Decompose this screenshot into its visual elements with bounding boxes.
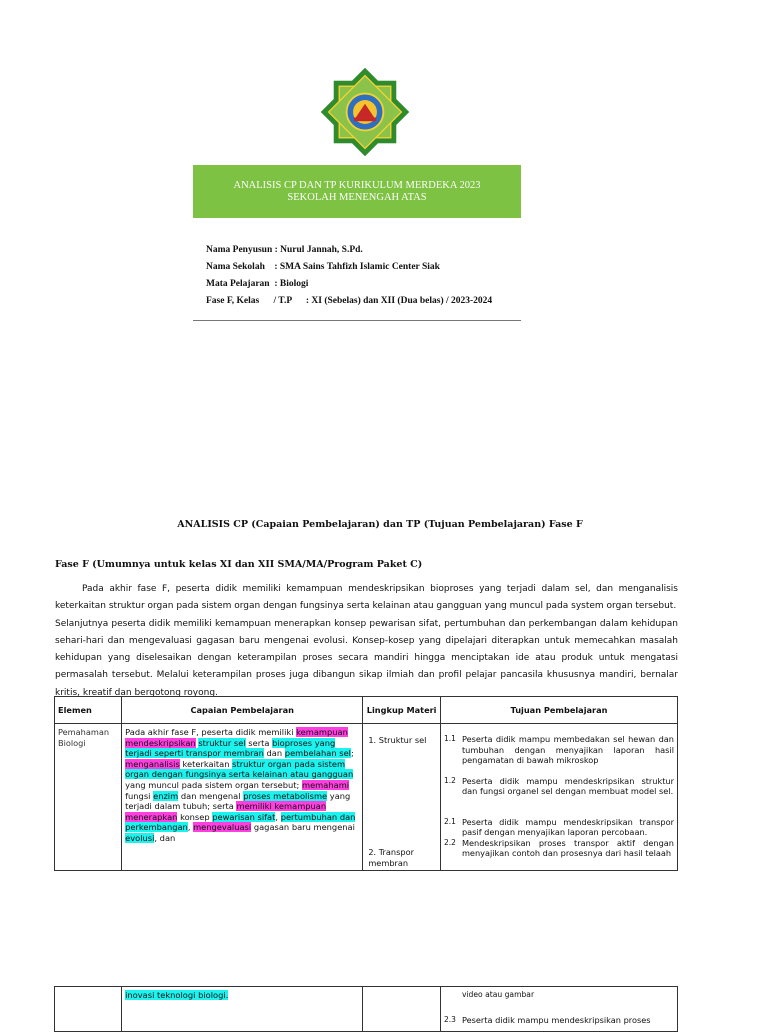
cp-text: , bbox=[187, 822, 194, 833]
cp-highlight: evolusi bbox=[125, 832, 155, 843]
header-tujuan: Tujuan Pembelajaran bbox=[440, 697, 677, 724]
tp-item bbox=[444, 734, 674, 766]
capaian-text bbox=[125, 727, 359, 867]
cp-highlight: struktur sel bbox=[198, 737, 246, 748]
cp-highlight: kemampuan mendeskripsikan bbox=[125, 727, 348, 748]
cp-text: gagasan baru mengenai bbox=[251, 822, 355, 833]
cell-elemen-cont bbox=[55, 987, 122, 1032]
cp-highlight: inovasi teknologi biologi. bbox=[125, 990, 229, 1000]
cp-highlight: bioproses yang terjadi seperti transpor membran bbox=[125, 737, 336, 759]
tujuan-list-cont bbox=[444, 990, 674, 1028]
capaian-text-cont bbox=[125, 990, 359, 1028]
banner-line-1: ANALISIS CP DAN TP KURIKULUM MERDEKA 2023 bbox=[233, 179, 481, 191]
tp-text: Peserta didik mampu mendeskripsikan transpor pasif dengan menyajikan laporan percobaan. bbox=[461, 816, 674, 837]
cp-text: dan mengenal bbox=[178, 790, 244, 801]
header-elemen: Elemen bbox=[55, 697, 122, 724]
tp-number: 2.1 bbox=[443, 816, 456, 826]
lingkup-item: 1. Struktur sel bbox=[368, 735, 427, 745]
intro-paragraph-1: Pada akhir fase F, peserta didik memiliki kemampuan mendeskripsikan bioproses yang terjadi dalam sel, dan menganalisis keterkaitan struktur organ pada sistem organ dengan fungsinya serta kelainan atau gangguan yang muncul pada system organ tersebut. bbox=[55, 584, 678, 612]
cell-capaian-cont bbox=[122, 987, 363, 1032]
tp-text: Mendeskripsikan proses transpor aktif dengan menyajikan contoh dan prosesnya dari hasil telaah bbox=[461, 837, 674, 858]
cp-highlight: enzim bbox=[153, 790, 179, 801]
table-row bbox=[55, 987, 678, 1032]
lingkup-item: 2. Transpor membran bbox=[368, 847, 414, 867]
info-author: Nama Penyusun : Nurul Jannah, S.Pd. bbox=[206, 245, 363, 255]
cp-text: yang terjadi dalam tubuh; serta bbox=[125, 790, 351, 812]
cell-lingkup-cont bbox=[363, 987, 441, 1032]
tp-number: 2.3 bbox=[443, 1014, 456, 1024]
cp-text: fungsi bbox=[125, 790, 154, 801]
tp-number: 2.2 bbox=[443, 837, 456, 847]
table-row bbox=[55, 724, 678, 871]
tp-number: 1.2 bbox=[443, 775, 456, 785]
phase-heading: Fase F (Umumnya untuk kelas XI dan XII SMA/MA/Program Paket C) bbox=[55, 559, 423, 570]
cp-text: keterkaitan bbox=[179, 758, 233, 769]
tp-text: Peserta didik mampu membedakan sel hewan dan tumbuhan dengan menyajikan laporan hasil pengamatan di bawah mikroskop bbox=[461, 734, 674, 765]
author-info bbox=[206, 242, 526, 310]
info-subject: Mata Pelajaran : Biologi bbox=[206, 279, 309, 289]
tp-number: 1.1 bbox=[443, 734, 456, 743]
cell-tujuan-cont bbox=[440, 987, 677, 1032]
cp-text: dan bbox=[263, 748, 285, 759]
cp-text: , bbox=[275, 811, 281, 822]
cp-highlight: pewarisan sifat bbox=[212, 811, 276, 822]
tp-item bbox=[444, 838, 674, 859]
cp-highlight: proses metabolisme bbox=[243, 790, 328, 801]
banner-line-2: SEKOLAH MENENGAH ATAS bbox=[287, 191, 427, 203]
cp-text: Pada akhir fase F, peserta didik memiliki bbox=[125, 727, 294, 737]
table-header-row bbox=[55, 697, 678, 724]
intro-text bbox=[55, 581, 678, 702]
cell-tujuan bbox=[440, 724, 677, 871]
cp-highlight: pembelahan sel bbox=[284, 748, 351, 759]
school-logo-icon bbox=[319, 66, 411, 158]
document-title: ANALISIS CP (Capaian Pembelajaran) dan TP (Tujuan Pembelajaran) Fase F bbox=[177, 519, 583, 530]
tp-text: Peserta didik mampu mendeskripsikan proses bbox=[461, 1014, 651, 1025]
cp-tp-table-continued bbox=[54, 986, 678, 1032]
cp-highlight: mengevaluasi bbox=[193, 822, 252, 833]
tp-text: Peserta didik mampu mendeskripsikan struktur dan fungsi organel sel dengan membuat model sel. bbox=[461, 775, 674, 796]
cp-highlight: memahami bbox=[302, 779, 350, 790]
cp-tp-table bbox=[54, 696, 678, 871]
cp-highlight: memiliki kemampuan menerapkan bbox=[125, 801, 327, 822]
cp-text: konsep bbox=[177, 811, 213, 822]
title-banner bbox=[193, 165, 521, 218]
tp-item bbox=[444, 776, 674, 797]
lingkup-list bbox=[366, 727, 437, 867]
tp-item bbox=[444, 817, 674, 838]
cp-text: ; bbox=[350, 748, 354, 759]
cell-lingkup bbox=[363, 724, 441, 871]
cp-text: yang muncul pada sistem organ tersebut; bbox=[125, 779, 302, 790]
info-school: Nama Sekolah : SMA Sains Tahfizh Islamic Center Siak bbox=[206, 262, 440, 272]
cell-capaian bbox=[122, 724, 363, 871]
tp-item bbox=[444, 1015, 674, 1026]
cp-text: serta bbox=[245, 737, 273, 748]
info-phase: Fase F, Kelas / T.P : XI (Sebelas) dan XII (Dua belas) / 2023-2024 bbox=[206, 296, 493, 306]
header-lingkup: Lingkup Materi bbox=[363, 697, 441, 724]
tp-text-cont: video atau gambar bbox=[461, 990, 535, 999]
cp-highlight: pertumbuhan dan perkembangan bbox=[125, 811, 356, 833]
header-capaian: Capaian Pembelajaran bbox=[122, 697, 363, 724]
cell-elemen bbox=[55, 724, 122, 871]
cp-highlight: menganalisis bbox=[125, 758, 180, 769]
tujuan-list bbox=[444, 727, 674, 867]
intro-paragraph-2: Selanjutnya peserta didik memiliki kemampuan menerapkan konsep pewarisan sifat, pertumbuhan dan perkembangan dalam kehidupan sehari-hari dan mengevaluasi gagasan baru mengenai evolusi. Konsep-kosep yang dipelajari diterapkan untuk memecahkan masalah kehidupan yang diselesaikan dengan keterampilan proses secara mandiri hingga menciptakan ide atau produk untuk mengatasi permasalah tersebut. Melalui keterampilan proses juga dibangun sikap ilmiah dan profil pelajar pancasila khususnya mandiri, bernalar kritis, kreatif dan bergotong royong. bbox=[55, 618, 678, 698]
elemen-text: Pemahaman Biologi bbox=[58, 727, 110, 748]
cp-text: , dan bbox=[154, 832, 176, 843]
cp-highlight: struktur organ pada sistem organ dengan fungsinya serta kelainan atau gangguan bbox=[125, 758, 354, 780]
info-divider bbox=[193, 320, 521, 321]
